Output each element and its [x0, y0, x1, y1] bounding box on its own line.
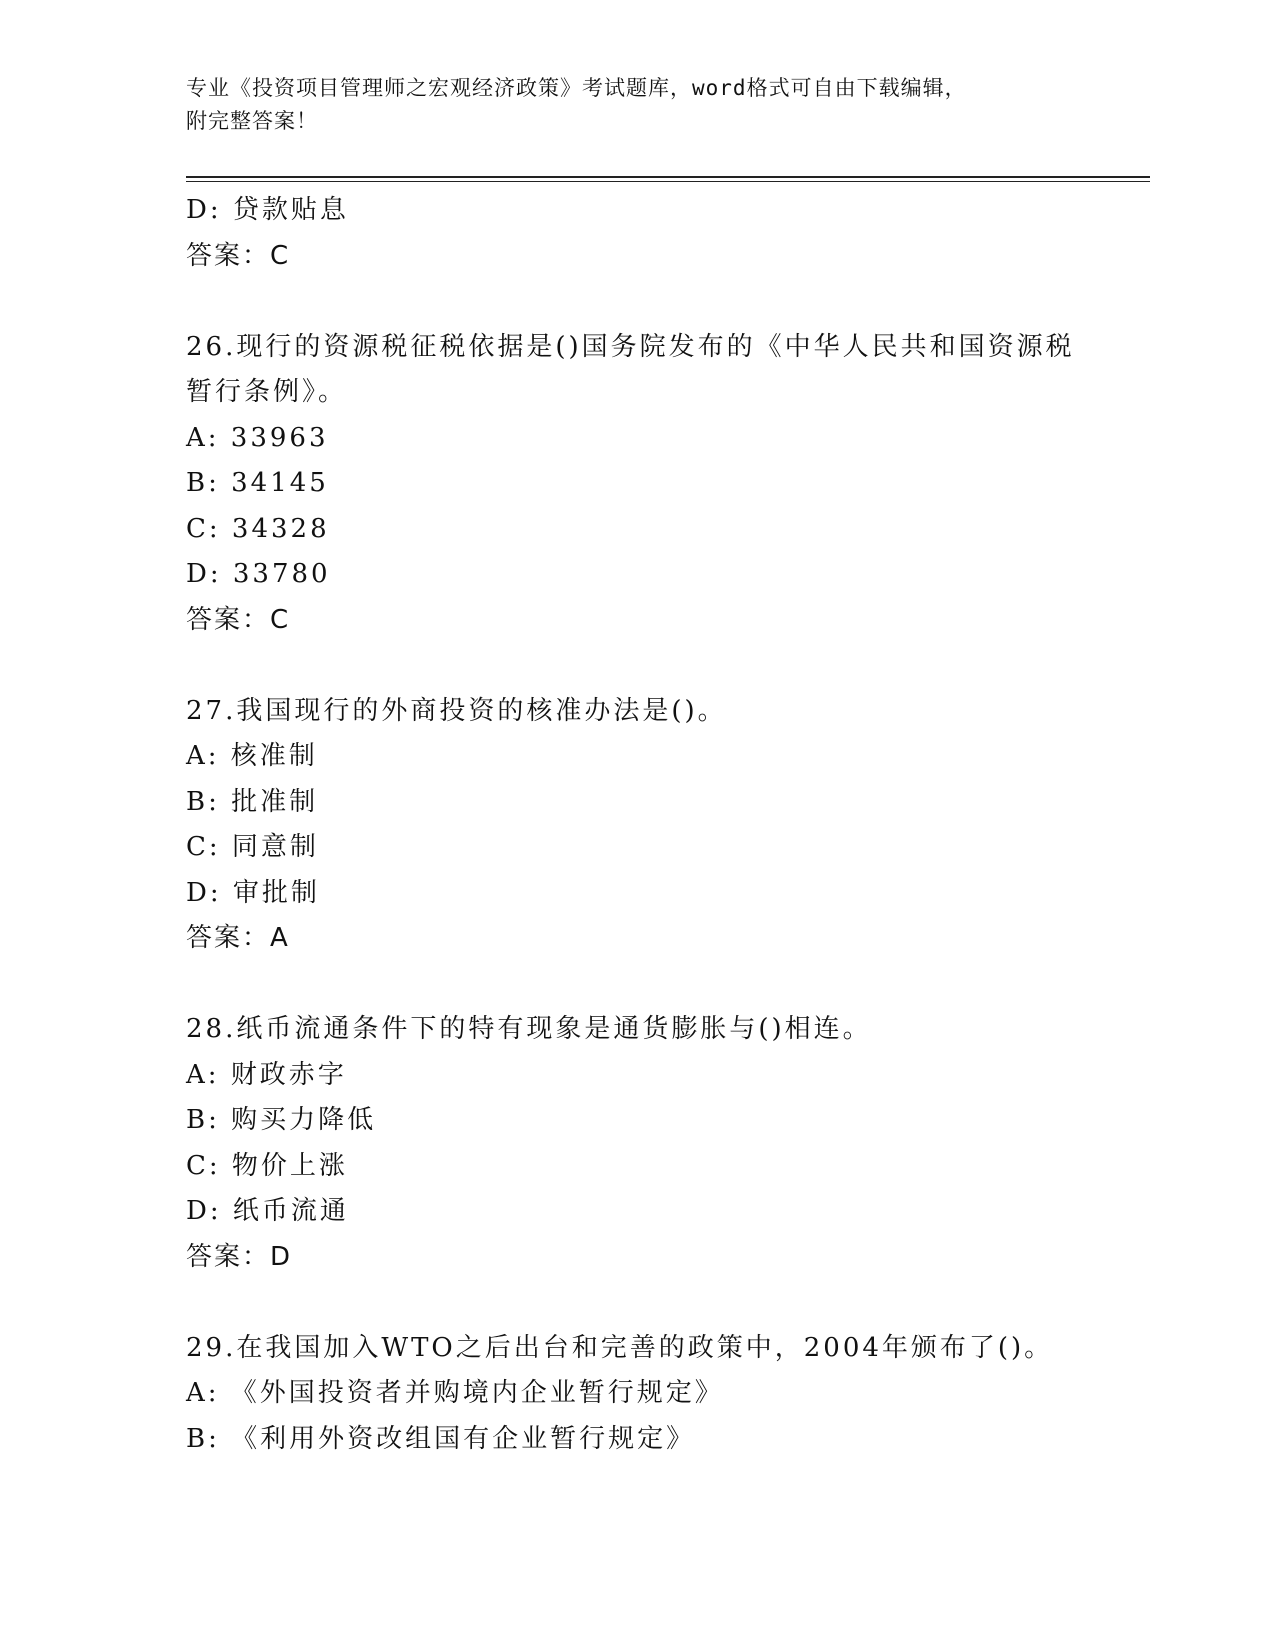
- page-header: [186, 72, 1106, 138]
- question-29: [186, 1326, 1086, 1463]
- option-d: D: 33780: [186, 559, 331, 589]
- header-rule-thin: [186, 181, 1150, 182]
- spacer: [186, 962, 1086, 1008]
- question-26: [186, 325, 1086, 644]
- option-d: D: 贷款贴息: [186, 195, 349, 225]
- option-b: B: 批准制: [186, 786, 319, 817]
- spacer: [186, 279, 1086, 325]
- question-list: [186, 188, 1086, 1462]
- answer-line: 答案：C: [186, 240, 291, 271]
- question-stem: 29.在我国加入WTO之后出台和完善的政策中，2004年颁布了()。: [186, 1332, 1054, 1363]
- option-a: A: 《外国投资者并购境内企业暂行规定》: [186, 1378, 724, 1408]
- option-c: C: 34328: [186, 513, 330, 544]
- option-c: C: 同意制: [186, 832, 319, 862]
- header-line-2: 附完整答案！: [186, 109, 318, 133]
- option-d: D: 审批制: [186, 877, 320, 908]
- answer-line: 答案：A: [186, 923, 290, 953]
- option-b: B: 《利用外资改组国有企业暂行规定》: [186, 1423, 696, 1454]
- header-rule-thick: [186, 176, 1150, 178]
- option-b: B: 购买力降低: [186, 1105, 377, 1135]
- option-b: B: 34145: [186, 468, 329, 498]
- spacer: [186, 643, 1086, 689]
- header-line-1: 专业《投资项目管理师之宏观经济政策》考试题库，word格式可自由下载编辑，: [186, 76, 967, 100]
- question-28: [186, 1007, 1086, 1280]
- option-a: A: 财政赤字: [186, 1059, 347, 1090]
- question-stem-line-2: 暂行条例》。: [186, 377, 348, 407]
- option-c: C: 物价上涨: [186, 1150, 348, 1181]
- question-stem-line-1: 26.现行的资源税征税依据是()国务院发布的《中华人民共和国资源税: [186, 331, 1075, 362]
- question-27: [186, 689, 1086, 962]
- answer-line: 答案：C: [186, 604, 291, 635]
- option-a: A: 33963: [186, 422, 329, 453]
- question-stem: 27.我国现行的外商投资的核准办法是()。: [186, 695, 727, 726]
- question-stem: 28.纸币流通条件下的特有现象是通货膨胀与()相连。: [186, 1014, 872, 1044]
- option-a: A: 核准制: [186, 741, 318, 771]
- option-d: D: 纸币流通: [186, 1196, 349, 1226]
- spacer: [186, 1280, 1086, 1326]
- answer-line: 答案：D: [186, 1241, 293, 1272]
